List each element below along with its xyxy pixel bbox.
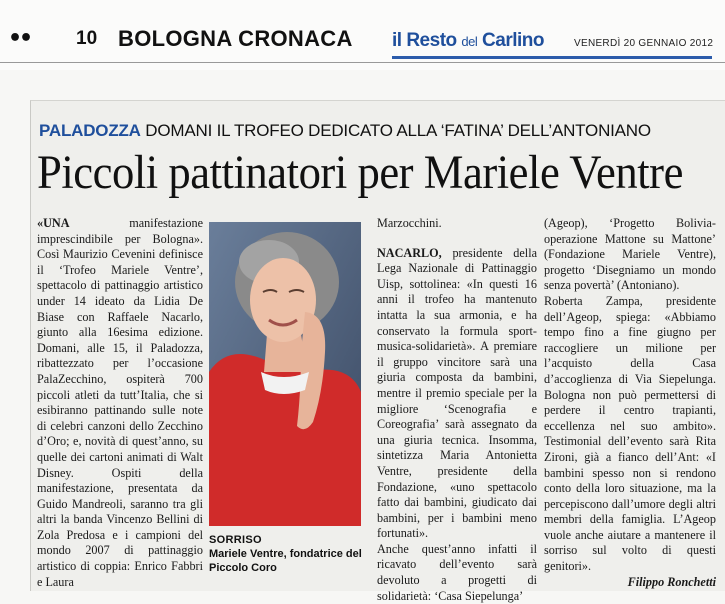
kicker-tag: PALADOZZA [39, 121, 141, 140]
portrait-photo [209, 222, 361, 526]
masthead-prefix: il Resto [392, 30, 457, 51]
newspaper-header [0, 0, 725, 70]
issue-date: VENERDÌ 20 GENNAIO 2012 [574, 38, 714, 49]
masthead-rule [392, 56, 712, 59]
newspaper-masthead [392, 30, 544, 52]
masthead-name: Carlino [482, 30, 544, 51]
column-1-lead: «UNA [37, 216, 70, 230]
page-marker-dots: •• [8, 26, 31, 51]
column-1-text: manifestazione imprescindibile per Bologna». Così Maurizio Cevenini definisce il ‘Trofeo Mariele Ventre’, spettacolo di pattinaggio artistico under 14 ideato da Lidia De Biase con Raffaele Nacarlo, giunto alla 16esima edizione. Domani, alle 15, il Paladozza, ribattezzato per l’occasione PalaZecchino, ospiterà 700 piccoli atleti da tutt’Italia, che si esibiranno pattinando sulle note di celebri canzoni dello Zecchino d’Oro; e, novità di quest’anno, su quelle dei cartoni animati di Walt Disney. Ospiti della manifestazione, presentata da Guido Mandreoli, saranno tra gli altri la banda Vincenzo Bellini di Zola Predosa e i campioni del mondo 2007 di pattinaggio artistico di coppia: Enrico Fabbri e Laura [37, 216, 203, 589]
column-3-paragraph-2: Roberta Zampa, presidente dell’Ageop, spiega: «Abbiamo tempo fino a fine giugno per raccogliere un milione per l’acquisto della Casa d’accoglienza di Via Siepelunga. Bologna non può permettersi di perdere il centro trapianti, eccellenza nel suo ambito». Testimonial dell’evento sarà Rita Zironi, già a fianco dell’Ant: «I bambini spesso non si rendono conto della loro situazione, ma la percepiscono dall’umore degli altri membri della famiglia. L’Ageop vuole anche aiutare a mantenere il sorriso sul volto di questi genitori». [544, 293, 716, 574]
paragraph-gap [377, 232, 537, 246]
column-2-paragraph-2 [377, 246, 537, 542]
column-1-paragraph [37, 216, 203, 590]
column-3-paragraph-1: (Ageop), ‘Progetto Bolivia-operazione Mattone su Mattone’ (Fondazione Mariele Ventre), progetto ‘Disegniamo un mondo senza povertà’ (Antoniano). [544, 216, 716, 293]
article-kicker [39, 121, 651, 141]
article-clipping [30, 100, 725, 603]
portrait-illustration [209, 222, 361, 526]
article-column-3 [544, 216, 716, 590]
photo-caption [209, 533, 374, 575]
caption-text: Mariele Ventre, fondatrice del Piccolo Coro [209, 548, 362, 574]
article-column-2 [377, 216, 537, 604]
author-signature: Filippo Ronchetti [627, 574, 716, 589]
kicker-text: DOMANI IL TROFEO DEDICATO ALLA ‘FATINA’ DELL’ANTONIANO [140, 121, 651, 140]
article-column-1 [37, 216, 203, 590]
column-2-text: presidente della Lega Nazionale di Pattinaggio Uisp, sottolinea: «In questi 16 anni il trofeo ha mantenuto intatta la sua armonia, e ha conservato la formula sport-musica-solidarietà». A premiare il gruppo vincitore sarà una giuria composta da bambini, mentre il premio speciale per la migliore ‘Scenografia e Coreografia’ sarà assegnato da una giuria tecnica. Insomma, sintetizza Maria Antonietta Ventre, presidente della Fondazione, «uno spettacolo fatto dai bambini, giudicato dai bambini, per i bambini meno fortunati». [377, 245, 537, 541]
column-2-paragraph-3: Anche quest’anno infatti il ricavato dell’evento sarà devoluto a progetti di solidarietà: ‘Casa Siepelunga’ [377, 541, 537, 603]
masthead-del: del [461, 34, 478, 49]
article-headline: Piccoli pattinatori per Mariele Ventre [37, 146, 683, 199]
section-title: BOLOGNA CRONACA [118, 26, 353, 51]
column-2-lead: NACARLO, [377, 245, 442, 260]
header-divider [0, 62, 725, 63]
column-2-paragraph-1: Marzocchini. [377, 216, 442, 230]
caption-title: SORRISO [209, 534, 262, 546]
page-number: 10 [76, 28, 98, 49]
